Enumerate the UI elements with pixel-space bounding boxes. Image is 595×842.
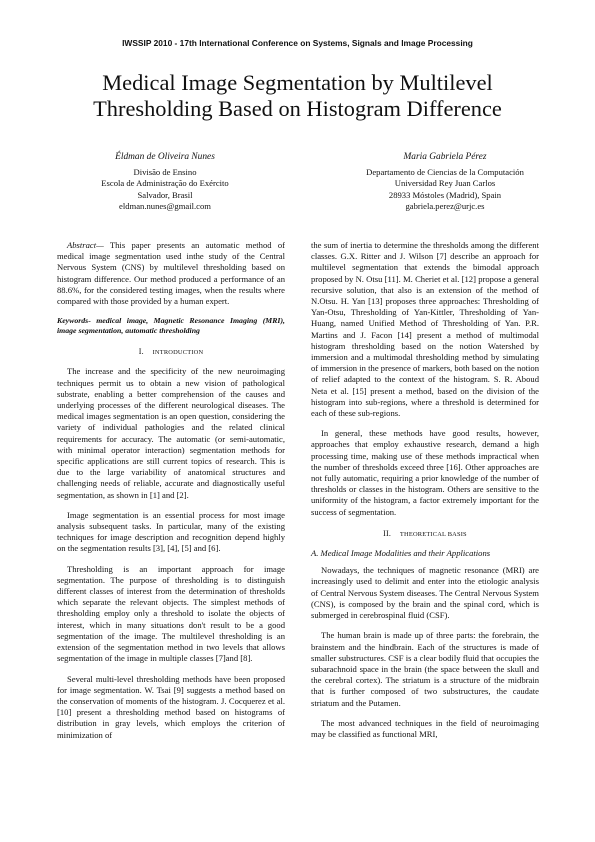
abstract-label: Abstract—: [67, 240, 104, 250]
title-line-2: Thresholding Based on Histogram Difference: [93, 96, 502, 121]
section-title: THEORETICAL BASIS: [399, 530, 467, 538]
paragraph: Nowadays, the techniques of magnetic resonance (MRI) are increasingly used to delimit and enter into the etiologic analysis of Central Nervous System diseases. The Central Nervous System (CNS), is composed by the brain and the spinal cord, which is submerged in cerebrospinal fluid (CSF).: [311, 565, 539, 621]
author-name: Maria Gabriela Pérez: [403, 152, 487, 162]
paragraph: The increase and the specificity of the new neuroimaging techniques permit us to obtain a new vision of pathological substrate, enabling a better comprehension of the causes and underlying processes of the different neurological diseases. The medical images segmentation is an open question, considering the variety of individual pathologies and the related clinical requirements for accuracy. The automatic (or semi-automatic, with minimal operator interaction) segmentation methods for specific applications are still current topics of research. This is due to the large variability of anatomical structures and challenging needs of reliable, accurate and diagnostically useful segmentation, as shown in [1] and [2].: [57, 366, 285, 500]
conference-header: IWSSIP 2010 - 17th International Conference on Systems, Signals and Image Processing: [122, 38, 473, 48]
keywords: Keywords- medical image, Magnetic Resonance Imaging (MRI), image segmentation, automatic thresholding: [57, 316, 285, 336]
paragraph: Thresholding is an important approach for image segmentation. The purpose of thresholding is to distinguish different classes of interest from the determination of thresholds which separate the relevant objects. The simplest methods of thresholding employ only a threshold to isolate the objects of interest, which in many situations don't result to be a good segmentation of the image. The multilevel thresholding is an extension of the segmentation method in two levels that allows segmentation of the image in multiple classes [7]and [8].: [57, 563, 285, 664]
right-column: [311, 240, 539, 749]
author-block: [60, 152, 550, 213]
section-number: I.: [138, 347, 144, 357]
abstract-text: This paper presents an automatic method of medical image segmentation used inthe study of the Central Nervous System (CNS) by multilevel thresholding based on histogram difference. Our method produced a performance of an 88.6%, for the considered testing images, when the results where compared with those provided by a human expert.: [57, 240, 285, 307]
section-heading-theoretical-basis: [311, 528, 539, 540]
section-heading-introduction: [57, 346, 285, 358]
author-affiliation-line: Universidad Rey Juan Carlos: [394, 178, 496, 188]
paragraph: Several multi-level thresholding methods have been proposed for image segmentation. W. Tsai [9] suggests a method based on the conservation of moments of the histogram. J. Cocquerez et al. [10] present a thresholding method based on histograms of distribution in gray levels, which employs the criterion of minimization of: [57, 673, 285, 740]
paragraph: the sum of inertia to determine the thresholds among the different classes. G.X. Ritter and J. Wilson [7] describe an approach for multilevel segmentation that extends the bimodal approach proposed by N. Otsu [11]. M. Cheriet et al. [12] propose a general recursive solution, that also is an extension of the method of N.Otsu. H. Yan [13] proposes three approaches: Thresholding of Yan-Otsu, Thresholding of Yan-Kittler, Thresholding of Yan-Huang, named Unified Method of Thresholding of Yan. P.R. Martins and J. Facon [14] present a method of multimodal histogram thresholding based on the notion Watershed by immersion and a multimodal thresholding method by simulating of immersion in the presence of markers, both based on the notion of relief adapted to the context of the histogram. S. R. Aboud Neta et al. [15] present a method, based on the division of the histogram into sub-regions, where a threshold is determined for each of these sub-regions.: [311, 240, 539, 419]
author-affiliation-line: Escola de Administração do Exército: [101, 178, 229, 188]
author-name: Éldman de Oliveira Nunes: [115, 152, 215, 162]
author-1: [60, 152, 270, 213]
paragraph: Image segmentation is an essential process for most image analysis subsequent tasks. In particular, many of the existing techniques for image description and recognition depend highly on the segmentation results [3], [4], [5] and [6].: [57, 509, 285, 554]
section-title: INTRODUCTION: [152, 349, 204, 357]
author-affiliation-line: Divisão de Ensino: [133, 166, 197, 177]
author-email: eldman.nunes@gmail.com: [119, 201, 211, 211]
left-column: [57, 240, 285, 750]
author-affiliation-line: Salvador, Brasil: [137, 189, 193, 200]
author-2: [340, 152, 550, 213]
subsection-heading: A. Medical Image Modalities and their Applications: [311, 548, 491, 559]
title-line-1: Medical Image Segmentation by Multilevel: [102, 70, 493, 95]
author-email: gabriela.perez@urjc.es: [405, 201, 485, 211]
author-affiliation-line: 28933 Móstoles (Madrid), Spain: [388, 189, 502, 200]
paragraph: The human brain is made up of three parts: the forebrain, the brainstem and the hindbrain. Each of the structures is made of smaller substructures. CSF is a clear bodily fluid that occupies the subarachnoid space in the brain (the space between the skull and the cerebral cortex). The striatum is a structure of the midbrain that is further composed of two substructures, the caudate striatum and the Putamen.: [311, 630, 539, 708]
author-affiliation-line: Departamento de Ciencias de la Computación: [366, 166, 524, 177]
paragraph: The most advanced techniques in the field of neuroimaging may be classified as functional MRI,: [311, 717, 539, 739]
paper-title: [40, 70, 555, 122]
paragraph: In general, these methods have good results, however, approaches that employ exhaustive research, demand a high processing time, making use of these methods impractical when the number of thresholds exceed three [16]. Other approaches are not fully automatic, requiring a prior knowledge of the number of thresholds or classes in the histogram. Others are sensitive to the uniformity of the histogram, a factor extremely important for the success of segmentation.: [311, 428, 539, 517]
abstract: [57, 240, 285, 307]
section-number: II.: [383, 528, 392, 538]
